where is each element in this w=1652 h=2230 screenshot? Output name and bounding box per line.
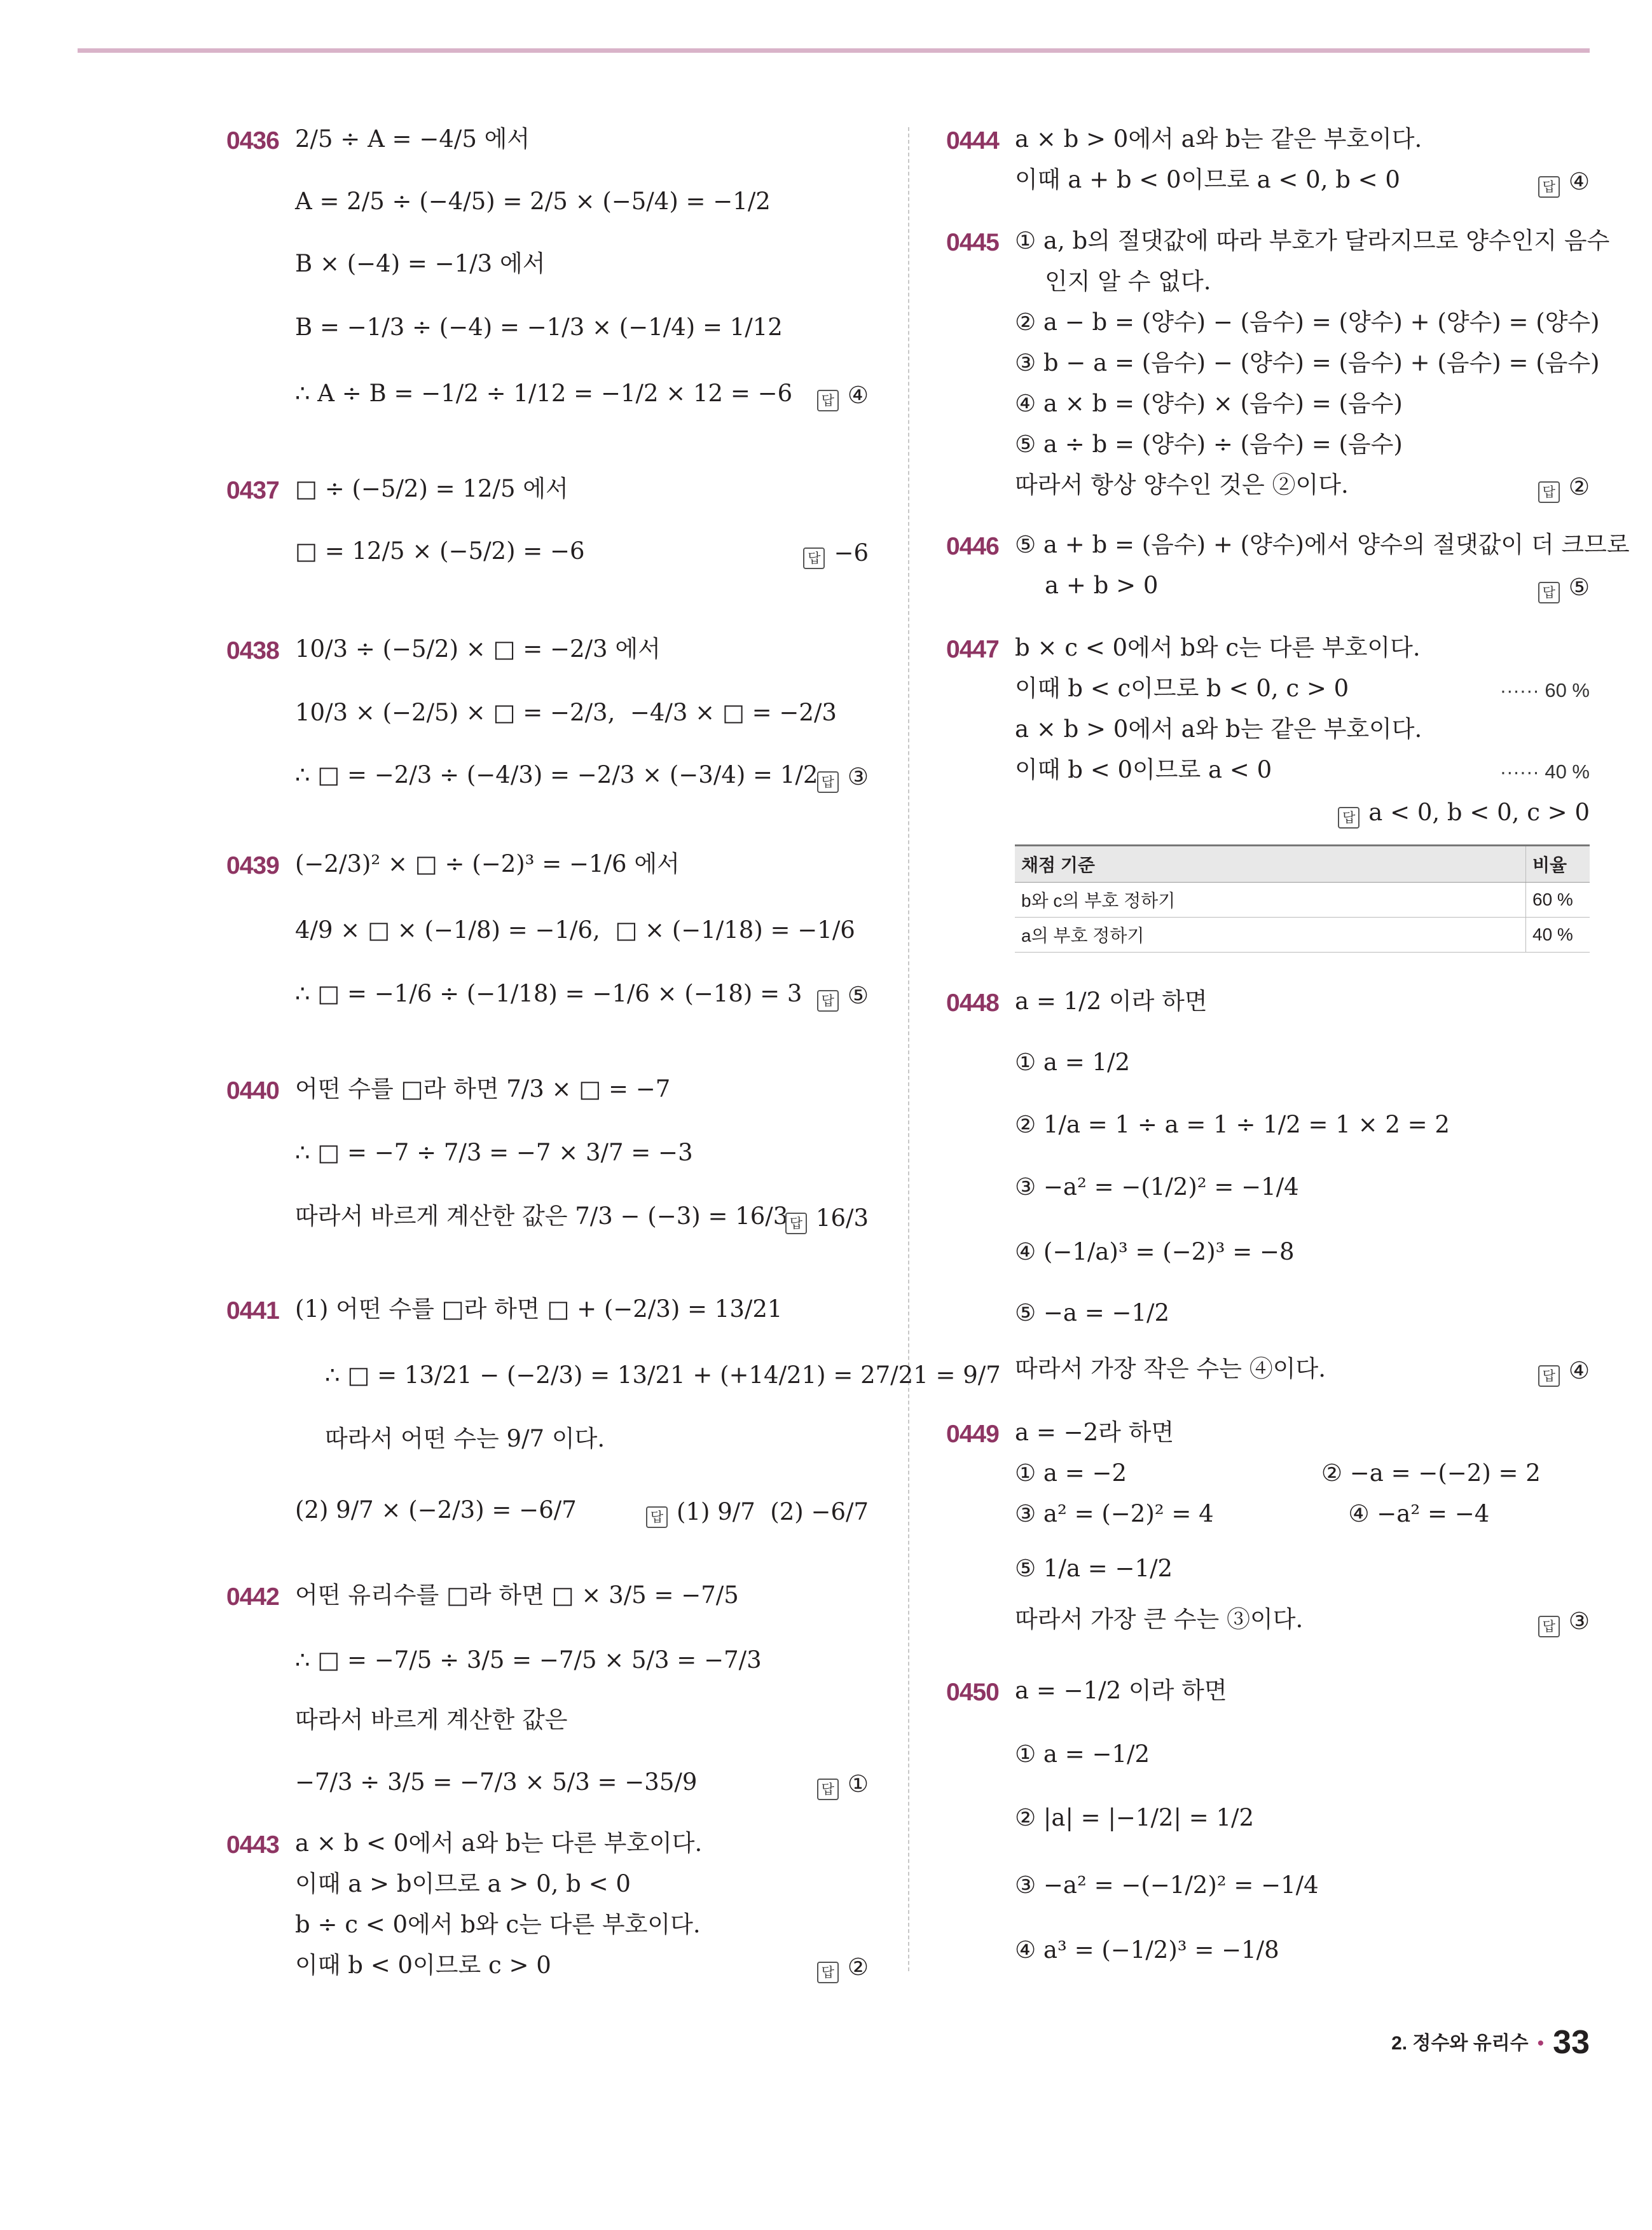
solution-line: ∴ □ = −2/3 ÷ (−4/3) = −2/3 × (−3/4) = 1/2 [295, 761, 818, 788]
scoring-table [1015, 844, 1590, 953]
solution-line: 이때 a > b이므로 a > 0, b < 0 [295, 1870, 631, 1897]
solution-line: 따라서 가장 큰 수는 ③이다. [1015, 1606, 1304, 1633]
answer-value: ④ [1568, 168, 1590, 195]
solution-line: ④ (−1/a)³ = (−2)³ = −8 [1015, 1238, 1295, 1265]
solution-line: a × b > 0에서 a와 b는 같은 부호이다. [1015, 125, 1422, 153]
solution-line: ⑤ a + b = (음수) + (양수)에서 양수의 절댓값이 더 크므로 [1015, 531, 1630, 558]
solution-line: 어떤 유리수를 □라 하면 □ × 3/5 = −7/5 [295, 1581, 739, 1609]
top-rule [78, 48, 1590, 53]
solution-line: ③ b − a = (음수) − (양수) = (음수) + (음수) = (음수) [1015, 349, 1600, 376]
solution-line: B × (−4) = −1/3 에서 [295, 250, 546, 277]
section-title: 2. 정수와 유리수 [1391, 2033, 1529, 2054]
answer [817, 1953, 869, 1983]
answer-value: ② [847, 1953, 869, 1981]
solution-line: 이때 a + b < 0이므로 a < 0, b < 0 [1015, 166, 1400, 193]
solution-line: 따라서 바르게 계산한 값은 [295, 1706, 568, 1733]
table-row [1015, 918, 1590, 953]
answer-tag-icon: 답 [817, 771, 839, 793]
answer-value: (1) 9/7 (2) −6/7 [677, 1498, 869, 1525]
solution-line: b × c < 0에서 b와 c는 다른 부호이다. [1015, 634, 1421, 661]
problem-number: 0438 [226, 637, 279, 664]
answer-value: ① [847, 1770, 869, 1798]
problem-number: 0439 [226, 852, 279, 879]
answer [1338, 799, 1590, 829]
solution-line: 이때 b < 0이므로 a < 0 [1015, 756, 1272, 783]
solution-line: ③ −a² = −(1/2)² = −1/4 [1015, 1173, 1299, 1201]
column-divider [908, 127, 909, 1971]
answer-value: ② [1568, 473, 1590, 500]
answer [817, 1770, 869, 1800]
answer-tag-icon: 답 [785, 1213, 807, 1234]
score-marker: ······ 60 % [1499, 679, 1590, 701]
problem-number: 0440 [226, 1077, 279, 1105]
solution-line: ⑤ −a = −1/2 [1015, 1299, 1170, 1326]
solution-line: 인지 알 수 없다. [1015, 268, 1211, 295]
solution-line: (2) 9/7 × (−2/3) = −6/7 [295, 1496, 577, 1524]
problem-number: 0446 [946, 533, 999, 560]
answer-tag-icon: 답 [1538, 1365, 1560, 1387]
solution-line: ∴ □ = 13/21 − (−2/3) = 13/21 + (+14/21) = 27/21 = 9/7 [295, 1361, 1001, 1389]
answer [1538, 1607, 1590, 1637]
solution-line: ⑤ 1/a = −1/2 [1015, 1555, 1173, 1582]
answer [785, 1204, 869, 1234]
problem-number: 0447 [946, 636, 999, 663]
table-cell: b와 c의 부호 정하기 [1015, 883, 1526, 918]
solution-line: 2/5 ÷ A = −4/5 에서 [295, 125, 530, 153]
bullet-icon: • [1537, 2033, 1545, 2054]
solution-line: B = −1/3 ÷ (−4) = −1/3 × (−1/4) = 1/12 [295, 313, 783, 341]
problem-number: 0450 [946, 1679, 999, 1706]
solution-line: ② a − b = (양수) − (음수) = (양수) + (양수) = (양수) [1015, 308, 1600, 336]
solution-line: ① a = −2 ② −a = −(−2) = 2 [1015, 1459, 1541, 1487]
answer [1538, 168, 1590, 198]
solution-line: ∴ □ = −7/5 ÷ 3/5 = −7/5 × 5/3 = −7/3 [295, 1646, 762, 1674]
answer-value: ④ [1568, 1357, 1590, 1384]
answer-tag-icon: 답 [803, 547, 825, 569]
solution-line: a × b > 0에서 a와 b는 같은 부호이다. [1015, 715, 1422, 743]
answer [803, 539, 869, 569]
solution-line: a + b > 0 [1015, 572, 1159, 599]
solution-line: 어떤 수를 □라 하면 7/3 × □ = −7 [295, 1075, 671, 1103]
answer-tag-icon: 답 [817, 1779, 839, 1800]
answer [1538, 574, 1590, 603]
solution-line: ④ a × b = (양수) × (음수) = (음수) [1015, 390, 1403, 417]
solution-line: ⑤ a ÷ b = (양수) ÷ (음수) = (음수) [1015, 430, 1403, 458]
solution-line: ∴ □ = −1/6 ÷ (−1/18) = −1/6 × (−18) = 3 [295, 980, 802, 1007]
answer-value: ③ [1568, 1607, 1590, 1635]
answer-tag-icon: 답 [1538, 176, 1560, 198]
problem-number: 0443 [226, 1831, 279, 1859]
solution-line: ③ −a² = −(−1/2)² = −1/4 [1015, 1871, 1319, 1899]
solution-line: ② |a| = |−1/2| = 1/2 [1015, 1804, 1254, 1831]
solution-line: 10/3 × (−2/5) × □ = −2/3, −4/3 × □ = −2/3 [295, 699, 837, 726]
answer-tag-icon: 답 [1538, 582, 1560, 603]
answer-tag-icon: 답 [817, 1962, 839, 1983]
answer [817, 382, 869, 411]
solution-line: ∴ A ÷ B = −1/2 ÷ 1/12 = −1/2 × 12 = −6 [295, 380, 793, 407]
solution-line: ① a, b의 절댓값에 따라 부호가 달라지므로 양수인지 음수 [1015, 227, 1610, 254]
table-cell: 60 % [1526, 883, 1590, 918]
table-cell: 40 % [1526, 918, 1590, 953]
solution-line: ① a = 1/2 [1015, 1049, 1131, 1076]
problem-number: 0445 [946, 229, 999, 256]
problem-number: 0448 [946, 989, 999, 1017]
solution-line: 따라서 항상 양수인 것은 ②이다. [1015, 471, 1349, 499]
answer-tag-icon: 답 [646, 1506, 668, 1528]
problem-number: 0437 [226, 477, 279, 504]
solution-line: −7/3 ÷ 3/5 = −7/3 × 5/3 = −35/9 [295, 1768, 698, 1796]
solution-line: a = −2라 하면 [1015, 1419, 1174, 1446]
problem-number: 0441 [226, 1297, 279, 1325]
solution-line: ① a = −1/2 [1015, 1740, 1150, 1768]
problem-number: 0449 [946, 1421, 999, 1448]
page-footer [1391, 2023, 1590, 2061]
solution-line: 4/9 × □ × (−1/8) = −1/6, □ × (−1/18) = −1/6 [295, 916, 855, 944]
solution-line: 10/3 ÷ (−5/2) × □ = −2/3 에서 [295, 635, 661, 663]
solution-line: (1) 어떤 수를 □라 하면 □ + (−2/3) = 13/21 [295, 1295, 783, 1323]
solution-line: □ = 12/5 × (−5/2) = −6 [295, 537, 585, 565]
answer [1538, 473, 1590, 503]
problem-number: 0442 [226, 1583, 279, 1611]
solution-line: a × b < 0에서 a와 b는 다른 부호이다. [295, 1829, 703, 1857]
answer-value: ④ [847, 382, 869, 409]
answer-tag-icon: 답 [1538, 481, 1560, 503]
solution-line: 이때 b < c이므로 b < 0, c > 0 [1015, 675, 1349, 702]
answer-value: a < 0, b < 0, c > 0 [1368, 799, 1590, 826]
score-marker: ······ 40 % [1499, 761, 1590, 783]
answer [817, 982, 869, 1012]
solution-line: ④ a³ = (−1/2)³ = −1/8 [1015, 1936, 1279, 1964]
solution-line: □ ÷ (−5/2) = 12/5 에서 [295, 475, 568, 502]
solution-line: ② 1/a = 1 ÷ a = 1 ÷ 1/2 = 1 × 2 = 2 [1015, 1111, 1450, 1138]
answer-value: ⑤ [1568, 574, 1590, 601]
solution-line: ③ a² = (−2)² = 4 ④ −a² = −4 [1015, 1500, 1490, 1527]
solution-line: A = 2/5 ÷ (−4/5) = 2/5 × (−5/4) = −1/2 [295, 188, 771, 215]
page-number: 33 [1553, 2024, 1590, 2061]
table-cell: a의 부호 정하기 [1015, 918, 1526, 953]
solution-line: 따라서 가장 작은 수는 ④이다. [1015, 1355, 1326, 1382]
table-row [1015, 883, 1590, 918]
table-header-row [1015, 846, 1590, 883]
solution-line: a = −1/2 이라 하면 [1015, 1677, 1227, 1704]
answer [1538, 1357, 1590, 1387]
answer-tag-icon: 답 [1338, 807, 1359, 829]
answer-value: ③ [847, 763, 869, 790]
answer-value: 16/3 [815, 1204, 869, 1232]
problem-number: 0436 [226, 127, 279, 155]
answer-value: −6 [834, 539, 869, 567]
answer [646, 1498, 869, 1528]
table-header-cell: 채점 기준 [1015, 846, 1526, 883]
solution-line: a = 1/2 이라 하면 [1015, 988, 1208, 1015]
answer-tag-icon: 답 [817, 390, 839, 411]
solution-line: 따라서 어떤 수는 9/7 이다. [295, 1425, 605, 1452]
answer-value: ⑤ [847, 982, 869, 1009]
solution-line: b ÷ c < 0에서 b와 c는 다른 부호이다. [295, 1911, 701, 1938]
answer-tag-icon: 답 [817, 990, 839, 1012]
solution-line: ∴ □ = −7 ÷ 7/3 = −7 × 3/7 = −3 [295, 1139, 693, 1166]
answer [817, 763, 869, 793]
solution-line: 따라서 바르게 계산한 값은 7/3 − (−3) = 16/3 [295, 1202, 788, 1230]
solution-line: 이때 b < 0이므로 c > 0 [295, 1951, 551, 1979]
problem-number: 0444 [946, 127, 999, 155]
table-header-cell: 비율 [1526, 846, 1590, 883]
solution-line: (−2/3)² × □ ÷ (−2)³ = −1/6 에서 [295, 850, 680, 878]
answer-tag-icon: 답 [1538, 1616, 1560, 1637]
